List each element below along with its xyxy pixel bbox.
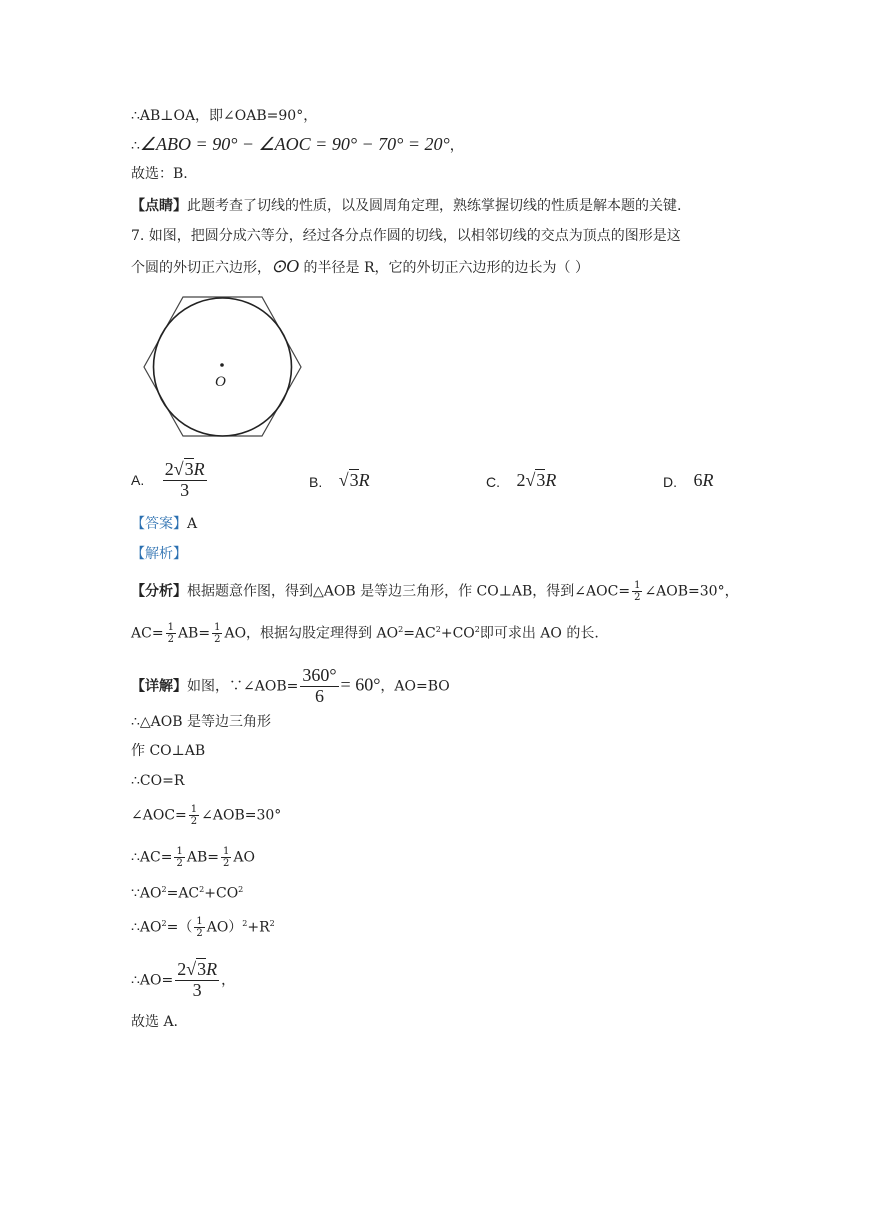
- detail-ac: ∴AC=: [131, 849, 173, 866]
- half-num: 1: [634, 580, 641, 591]
- answer-tag: 【答案】: [131, 516, 187, 532]
- option-d-value: [693, 470, 713, 490]
- detail-aoc: ∠AOC=: [131, 807, 187, 824]
- option-a-radicand: 3: [184, 459, 194, 479]
- option-b-radicand: 3: [349, 470, 359, 490]
- detail-line-3: 作 CO⊥AB: [131, 743, 206, 759]
- option-c-coef: 2: [516, 470, 526, 490]
- square-sup: 2: [398, 625, 404, 634]
- option-a-label: A.: [131, 472, 145, 489]
- text-line-1: ∴AB⊥OA，即∠OAB=90°，: [131, 108, 318, 124]
- option-a-den: 3: [180, 479, 190, 500]
- half-fraction: [166, 622, 176, 645]
- half-den: 2: [167, 634, 174, 646]
- square-sup: 2: [161, 919, 167, 928]
- analysis-text-1b: ∠AOB=30°，: [644, 583, 739, 600]
- option-d-label: D.: [663, 474, 677, 490]
- analysis-ab: AB=: [177, 625, 211, 642]
- question-line-1: 7. 如图，把圆分成六等分，经过各分点作圆的切线，以相邻切线的交点为顶点的图形是这: [131, 228, 681, 244]
- text-line-2: [131, 134, 464, 156]
- detail-7a: ∵AO: [131, 885, 162, 902]
- inscribed-circle: [154, 298, 292, 436]
- option-d-coef: 6: [693, 470, 703, 490]
- question-text-b: 的半径是 R，它的外切正六边形的边长为（ ）: [299, 260, 589, 276]
- answer-line: [131, 514, 197, 534]
- option-c[interactable]: [486, 470, 556, 491]
- half-num: 1: [167, 622, 174, 634]
- half-fraction: [194, 916, 204, 939]
- text-line-3: 故选：B.: [131, 166, 188, 182]
- ao-radicand: 3: [197, 959, 207, 979]
- detail-line-1: [131, 666, 450, 707]
- ao-coef: 2: [177, 959, 187, 979]
- half-num: 1: [176, 846, 183, 857]
- detail-8a: ∴AO: [131, 919, 162, 936]
- comment-tag: 【点睛】: [131, 198, 187, 214]
- detail-line-7: [131, 880, 243, 904]
- analysis-text-2e: +CO: [440, 625, 475, 642]
- option-a-coef: 2: [164, 459, 174, 479]
- comment-text: 此题考查了切线的性质，以及圆周角定理，熟练掌握切线的性质是解本题的关键.: [187, 198, 682, 214]
- half-num: 1: [196, 916, 203, 928]
- hexagon-circle-figure: [135, 290, 310, 445]
- half-den: 2: [222, 858, 230, 869]
- half-fraction: [212, 622, 222, 645]
- square-sup: 2: [474, 625, 480, 634]
- analysis-text-1: 根据题意作图，得到△AOB 是等边三角形，作 CO⊥AB，得到∠AOC=: [187, 583, 631, 600]
- detail-line-8: [131, 914, 275, 939]
- analysis-ac: AC=: [131, 625, 164, 642]
- option-a-fraction: $\frac{2√3R}{3}$: [164, 459, 205, 500]
- ao-var: R: [206, 959, 218, 979]
- half-den: 2: [634, 592, 641, 603]
- circle-o-symbol: ⊙O: [271, 256, 300, 276]
- option-a-var: R: [193, 459, 205, 479]
- detail-line-2: ∴△AOB 是等边三角形: [131, 714, 271, 730]
- option-b-value: √3R: [338, 470, 370, 490]
- therefore-symbol: ∴: [131, 138, 140, 154]
- analysis-text-2: AO，根据勾股定理得到 AO: [224, 625, 399, 642]
- half-fraction: [174, 846, 184, 869]
- angle-fraction: [300, 666, 338, 707]
- question-line-2: [131, 256, 589, 278]
- half-fraction: [189, 804, 199, 827]
- option-c-value: 2√3R: [516, 470, 557, 490]
- question-text-a: 个圆的外切正六边形，: [131, 260, 271, 276]
- detail-aob: ∠AOB=30°: [201, 807, 282, 824]
- comma: ，: [449, 138, 464, 154]
- square-sup: 2: [238, 885, 244, 894]
- detail-line-4: ∴CO=R: [131, 773, 185, 789]
- detail-line-10: 故选 A.: [131, 1014, 179, 1030]
- analysis-heading: 【解析】: [131, 546, 187, 562]
- square-sup: 2: [269, 919, 275, 928]
- half-num: 1: [214, 622, 221, 634]
- half-num: 1: [190, 804, 198, 815]
- detail-7c: +CO: [204, 885, 239, 902]
- option-c-label: C.: [486, 474, 500, 490]
- square-sup: 2: [199, 885, 205, 894]
- detail-text-1c: ，AO=BO: [380, 678, 450, 695]
- detail-8d: +R: [247, 919, 270, 936]
- analysis-text-2f: 即可求出 AO 的长.: [479, 625, 599, 642]
- analysis-line-1: [131, 580, 739, 603]
- detail-8c: AO）: [206, 919, 243, 936]
- option-c-var: R: [545, 470, 557, 490]
- square-sup: 2: [435, 625, 441, 634]
- half-fraction: [632, 580, 642, 603]
- detail-ao: AO: [233, 849, 255, 866]
- answer-value: A: [187, 516, 198, 532]
- half-den: 2: [176, 858, 183, 869]
- detail-tag: 【详解】: [131, 678, 187, 695]
- detail-text-1: 如图，∵∠AOB=: [187, 678, 299, 695]
- detail-line-6: [131, 846, 255, 869]
- option-d-var: R: [702, 470, 714, 490]
- option-b-var: R: [358, 470, 370, 490]
- analysis-text-2d: =AC: [403, 625, 436, 642]
- option-b[interactable]: [309, 470, 370, 491]
- ao-den: 3: [192, 979, 202, 1000]
- angle-den: 6: [314, 685, 324, 706]
- option-c-radicand: 3: [536, 470, 546, 490]
- detail-line-5: [131, 804, 281, 827]
- angle-result: = 60°: [340, 674, 381, 695]
- option-d[interactable]: [663, 470, 713, 491]
- detail-9b: ，: [221, 972, 236, 989]
- angle-num: 360°: [302, 665, 337, 685]
- comment-line: [131, 196, 681, 216]
- center-point: [220, 363, 224, 367]
- half-den: 2: [196, 928, 203, 940]
- angle-equation: ∠ABO = 90° − ∠AOC = 90° − 70° = 20°: [139, 134, 450, 154]
- center-label: O: [215, 374, 226, 390]
- analysis-tag: 【分析】: [131, 583, 187, 600]
- option-a[interactable]: [131, 460, 209, 501]
- detail-ab: AB=: [186, 849, 219, 866]
- square-sup: 2: [161, 885, 167, 894]
- half-fraction: [221, 846, 231, 869]
- half-den: 2: [190, 816, 198, 827]
- half-num: 1: [222, 846, 230, 857]
- detail-9a: ∴AO=: [131, 972, 174, 989]
- ao-fraction: $\frac{2√3R}{3}$: [177, 959, 218, 1000]
- half-den: 2: [214, 634, 221, 646]
- detail-8b: =（: [166, 919, 193, 936]
- detail-line-9: [131, 960, 235, 1001]
- analysis-line-2: [131, 620, 599, 645]
- detail-7b: =AC: [166, 885, 200, 902]
- square-sup: 2: [242, 919, 248, 928]
- option-b-label: B.: [309, 474, 323, 490]
